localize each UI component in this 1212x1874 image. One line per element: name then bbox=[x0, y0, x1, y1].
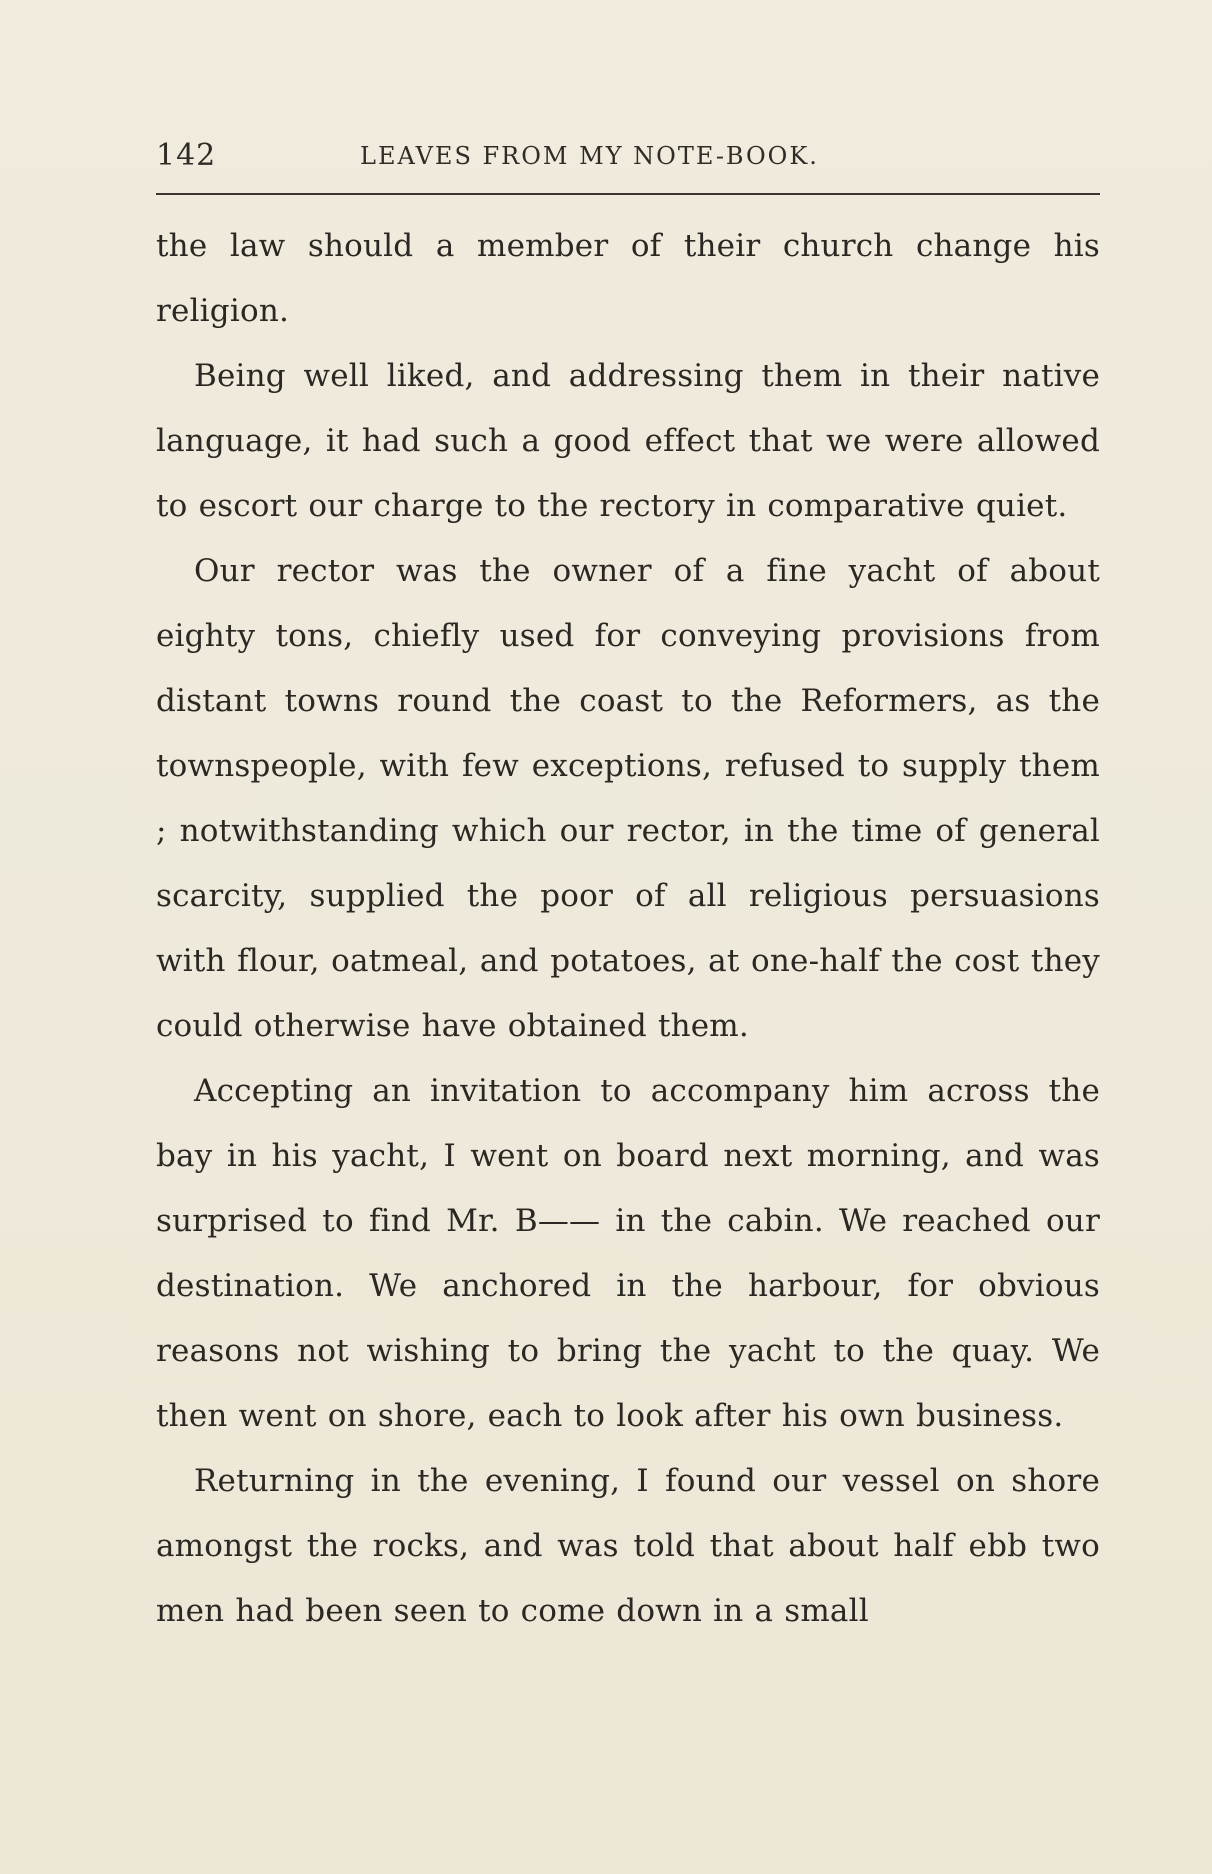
page-header bbox=[156, 138, 1100, 178]
page-number: 142 bbox=[156, 138, 217, 173]
paragraph-2: Being well liked, and addressing them in their native language, it had such a good effect that we were allowed to escort our charge to the rectory in comparative quiet. bbox=[156, 358, 1100, 524]
body-text bbox=[156, 214, 1100, 1644]
paragraph-3: Our rector was the owner of a fine yacht of about eighty tons, chiefly used for conveying provisions from distant towns round the coast to the Reformers, as the townspeople, with few exceptions, refused to supply them ; notwithstanding which our rector, in the time of general scarcity, supplied the poor of all religious persuasions with flour, oatmeal, and potatoes, at one-half the cost they could otherwise have obtained them. bbox=[156, 553, 1100, 1044]
paragraph-4: Accepting an invitation to accompany him across the bay in his yacht, I went on board next morning, and was surprised to find Mr. B—— in the cabin. We reached our destination. We anchored in the harbour, for obvious reasons not wishing to bring the yacht to the quay. We then went on shore, each to look after his own business. bbox=[156, 1073, 1100, 1434]
header-rule bbox=[156, 193, 1100, 195]
paragraph-1: the law should a member of their church change his religion. bbox=[156, 228, 1100, 329]
running-title: LEAVES FROM MY NOTE-BOOK. bbox=[360, 142, 819, 170]
paragraph-5: Returning in the evening, I found our vessel on shore amongst the rocks, and was told that about half ebb two men had been seen to come down in a small bbox=[156, 1463, 1100, 1629]
